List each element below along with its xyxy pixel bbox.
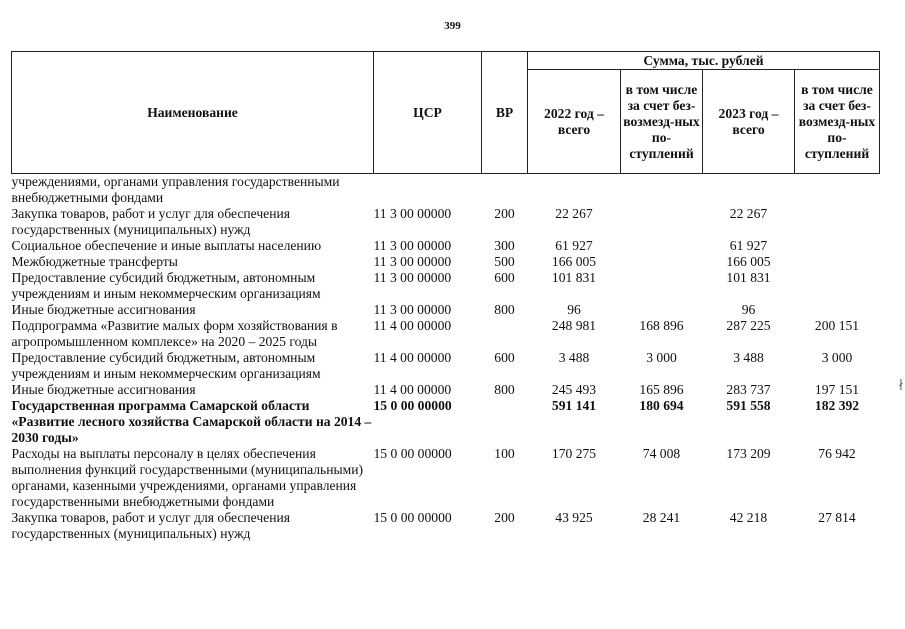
- row-2022-free: [621, 302, 703, 318]
- row-vr: 600: [494, 350, 515, 365]
- row-2023-free: [795, 302, 880, 318]
- table-row: [12, 382, 880, 398]
- row-vr: 200: [494, 510, 515, 525]
- row-2022-total: 245 493: [551, 382, 597, 397]
- row-2022-total: [528, 174, 621, 207]
- row-2022-free: [621, 174, 703, 207]
- row-2023-free: [795, 254, 880, 270]
- row-2023-free: 200 151: [814, 318, 860, 333]
- row-2022-total: 101 831: [551, 270, 597, 285]
- row-2023-total: 96: [741, 302, 756, 317]
- row-csr: 11 3 00 00000: [373, 254, 452, 269]
- row-name: Социальное обеспечение и иные выплаты населению: [11, 238, 322, 253]
- row-2022-total: 61 927: [555, 238, 593, 253]
- row-csr: 11 3 00 00000: [373, 270, 452, 285]
- row-2022-total: 3 488: [558, 350, 590, 365]
- row-2023-free: [795, 270, 880, 302]
- row-csr: 11 3 00 00000: [373, 206, 452, 221]
- header-csr: ЦСР: [374, 52, 482, 174]
- margin-mark: ∤: [898, 378, 904, 392]
- row-vr: 800: [494, 382, 515, 397]
- table-body: [12, 174, 880, 543]
- row-name: Межбюджетные трансферты: [11, 254, 178, 269]
- table-row: [12, 510, 880, 542]
- table-row: [12, 270, 880, 302]
- row-2022-free: 28 241: [642, 510, 681, 525]
- row-2022-total: 591 141: [551, 398, 597, 413]
- row-2022-total: 96: [567, 302, 581, 317]
- table-row: [12, 254, 880, 270]
- header-2023-total: 2023 год – всего: [703, 70, 795, 174]
- row-2023-total: [703, 174, 795, 207]
- row-2023-free: 3 000: [821, 350, 853, 365]
- header-sum-group: Сумма, тыс. рублей: [528, 52, 880, 70]
- row-2023-free: 27 814: [818, 510, 856, 525]
- header-2023-free: в том числе за счет без-возмезд-ных по-ступлений: [795, 70, 880, 174]
- row-2022-free: [621, 206, 703, 238]
- row-vr: [482, 398, 528, 446]
- row-csr: 11 3 00 00000: [373, 302, 452, 317]
- row-2022-free: [621, 254, 703, 270]
- table-row: [12, 398, 880, 446]
- row-name: Иные бюджетные ассигнования: [11, 302, 196, 317]
- row-name: учреждениями, органами управления государственными внебюджетными фондами: [11, 174, 340, 205]
- row-csr: 15 0 00 00000: [373, 510, 452, 525]
- row-2022-total: 22 267: [555, 206, 593, 221]
- header-2022-free: в том числе за счет без-возмезд-ных по-ступлений: [621, 70, 703, 174]
- row-vr: 500: [494, 254, 515, 269]
- row-2022-total: 248 981: [551, 318, 597, 333]
- row-2023-total: 101 831: [726, 270, 771, 285]
- page-number: 399: [444, 20, 461, 32]
- row-2023-free: [795, 206, 880, 238]
- row-2022-free: [621, 238, 703, 254]
- row-vr: [482, 174, 528, 207]
- header-vr: ВР: [482, 52, 528, 174]
- table-row: [12, 318, 880, 350]
- row-csr: 11 3 00 00000: [373, 238, 452, 253]
- row-2023-total: 173 209: [726, 446, 771, 461]
- row-vr: 600: [494, 270, 515, 285]
- row-2022-free: 168 896: [639, 318, 684, 333]
- row-2022-free: 180 694: [639, 398, 684, 413]
- row-2023-total: 283 737: [726, 382, 771, 397]
- row-vr: 800: [494, 302, 515, 317]
- row-2023-free: 76 942: [818, 446, 856, 461]
- row-2022-free: 74 008: [642, 446, 681, 461]
- row-csr: 11 4 00 00000: [373, 318, 452, 333]
- row-2022-total: 43 925: [555, 510, 593, 525]
- row-name: Иные бюджетные ассигнования: [11, 382, 196, 397]
- row-vr: 100: [494, 446, 515, 461]
- row-2022-total: 170 275: [551, 446, 597, 461]
- row-2022-total: 166 005: [551, 254, 597, 269]
- header-2022-total: 2022 год – всего: [528, 70, 621, 174]
- row-csr: [374, 174, 482, 207]
- row-vr: [482, 318, 528, 350]
- row-csr: 15 0 00 00000: [373, 398, 452, 413]
- row-name: Закупка товаров, работ и услуг для обеспечения государственных (муниципальных) нужд: [11, 510, 290, 541]
- row-vr: 200: [494, 206, 515, 221]
- row-2022-free: 165 896: [639, 382, 684, 397]
- row-csr: 15 0 00 00000: [373, 446, 452, 461]
- budget-table: [11, 51, 880, 542]
- row-2023-total: 3 488: [733, 350, 764, 365]
- row-name: Государственная программа Самарской области «Развитие лесного хозяйства Самарской области на 2014 – 2030 годы»: [11, 398, 372, 445]
- row-name: Закупка товаров, работ и услуг для обеспечения государственных (муниципальных) нужд: [11, 206, 290, 237]
- row-name: Предоставление субсидий бюджетным, автономным учреждениям и иным некоммерческим организациям: [11, 270, 321, 301]
- row-2022-free: 3 000: [646, 350, 677, 365]
- row-csr: 11 4 00 00000: [373, 350, 452, 365]
- row-2023-free: [795, 238, 880, 254]
- table-row: [12, 446, 880, 510]
- row-csr: 11 4 00 00000: [373, 382, 452, 397]
- table-header: [12, 52, 880, 174]
- table-row: [12, 206, 880, 238]
- row-2022-free: [621, 270, 703, 302]
- row-2023-total: 42 218: [729, 510, 768, 525]
- row-2023-total: 287 225: [726, 318, 771, 333]
- row-name: Расходы на выплаты персоналу в целях обеспечения выполнения функций государственными (муниципальными) органами, казенными учреждениями, органами управления государственными внебюджетными фондами: [11, 446, 364, 509]
- table-row: [12, 350, 880, 382]
- row-2023-free: 197 151: [814, 382, 860, 397]
- row-2023-total: 61 927: [729, 238, 768, 253]
- table-row: [12, 174, 880, 207]
- header-name: Наименование: [12, 52, 374, 174]
- table-row: [12, 238, 880, 254]
- row-2023-total: 591 558: [726, 398, 771, 413]
- row-2023-free: [795, 174, 880, 207]
- row-2023-free: 182 392: [814, 398, 860, 413]
- table-row: [12, 302, 880, 318]
- row-vr: 300: [494, 238, 515, 253]
- row-name: Подпрограмма «Развитие малых форм хозяйствования в агропромышленном комплексе» на 2020 – 2025 годы: [11, 318, 338, 349]
- row-2023-total: 22 267: [729, 206, 768, 221]
- row-2023-total: 166 005: [726, 254, 771, 269]
- row-name: Предоставление субсидий бюджетным, автономным учреждениям и иным некоммерческим организациям: [11, 350, 321, 381]
